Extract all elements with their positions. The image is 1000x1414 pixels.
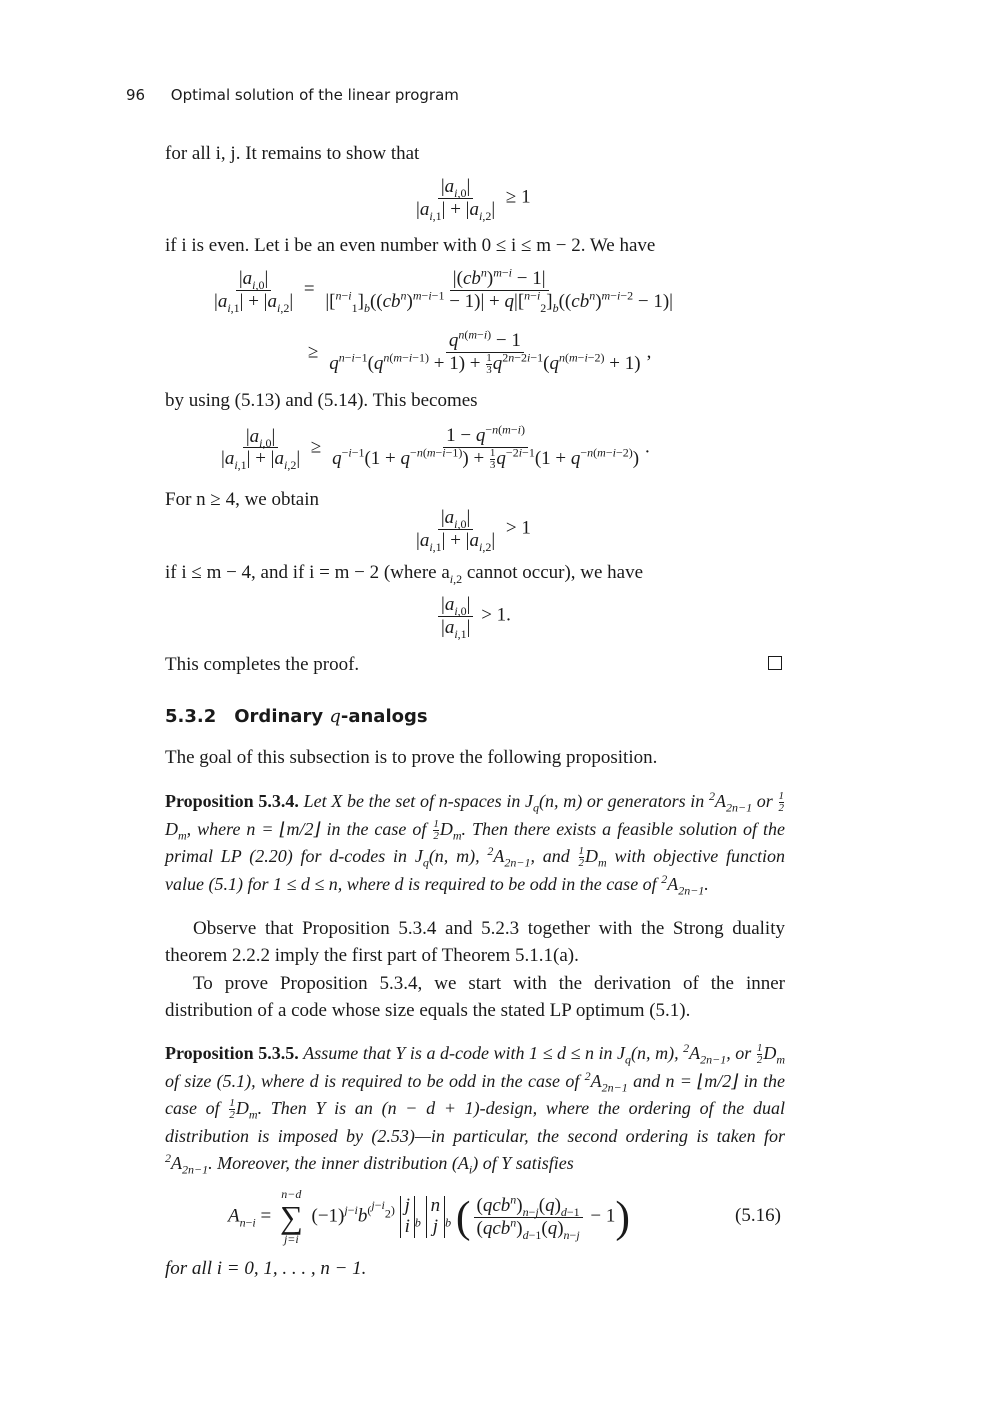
- equation-final-ratio: $\frac{|a_{i,0}|}{|a_{i,1}|}$ > 1.: [435, 594, 511, 639]
- paragraph-to-prove: To prove Proposition 5.3.4, we start with the derivation of the inner distribution of a code whose size equals the stated LP optimum (5.1).: [165, 973, 785, 1021]
- proposition-5-3-4: Proposition 5.3.4. Let X be the set of n-spaces in $J_q(n$, m) or generators in $^2A_{2n-1}$ or $\frac{1}{2}$ $D_m$, where n = ⌊m/2⌋ in the case of $\frac{1}{2}$ $D_m$. Then there exists a feasible solution of the primal LP (2.20) for d-codes in $J_q(n$, m), $^2A_{2n-1}$, and $\frac{1}{2}$ $D_m$ with objective function value (5.1) for 1 ≤ d ≤ n, where d is required to be odd in the case of $^2A_{2n-1}$.: [165, 789, 785, 898]
- section-heading: 5.3.2 Ordinary q-analogs: [165, 706, 428, 727]
- equation-ratio-ge-1: $\frac{|a_{i,0}|}{|a_{i,1}| + |a_{i,2}|}$ ≥ 1: [416, 176, 531, 223]
- text-line-2: if i is even. Let i be an even number with 0 ≤ i ≤ m − 2. We have: [165, 235, 656, 256]
- text-line-5: if i ≤ m − 4, and if i = m − 2 (where $a_{i,2}$ cannot occur), we have: [165, 562, 644, 586]
- text-line-4: For n ≥ 4, we obtain: [165, 489, 319, 510]
- page-number: 96: [126, 86, 146, 104]
- text-line-6: This completes the proof.: [165, 654, 360, 675]
- proposition-5-3-5: Proposition 5.3.5. Assume that Y is a d-code with 1 ≤ d ≤ n in $J_q(n$, m), $^2A_{2n-1}$, or $\frac{1}{2}$ $D_m$ of size (5.1), where d is required to be odd in the case of $^2A_{2n-1}$ and n = ⌊m/2⌋ in the case of $\frac{1}{2}$ $D_m$. Then Y is an (n − d + 1)-design, where the ordering of the dual distribution is imposed by (2.53)—in particular, the second ordering is taken for $^2A_{2n-1}$. Moreover, the inner distribution $(A_i)$ of Y satisfies: [165, 1041, 785, 1177]
- last-line: for all i = 0, 1, . . . , n − 1.: [165, 1258, 367, 1279]
- equation-this-becomes: $\frac{|a_{i,0}|}{|a_{i,1}| + |a_{i,2}|}$ ≥ $1 - q^{-n(m-i)}$ $q^{-i-1}(1 + q^{-n(m-i-1)})$ + $\frac{1}{3}$ $q^{-2i-1}(1 + q^{-n(m-i-2)})$ .: [221, 422, 650, 473]
- section-number: 5.3.2: [165, 706, 217, 727]
- equation-number: (5.16): [735, 1205, 781, 1226]
- equation-5-16: $A_{n-i}$ = n−d ∑ j=i $(-1)^{j-i}b^{(^{j-i}_2)}$ j i $_b$ n j $_b$ ( $\frac{(qcb^n)_{n-j}(q)_{d-1}}{(qcb^n)_{d-1}(q)_{n-j}}$ − 1): [228, 1187, 631, 1247]
- proposition-label: Proposition 5.3.5.: [165, 1043, 299, 1063]
- qed-box-icon: [768, 656, 782, 670]
- proposition-label: Proposition 5.3.4.: [165, 791, 299, 811]
- text-line-1: for all i, j. It remains to show that: [165, 143, 420, 164]
- running-title: Optimal solution of the linear program: [170, 86, 459, 104]
- paragraph-observe: Observe that Proposition 5.3.4 and 5.2.3 together with the Strong duality theorem 2.2.2 imply the first part of Theorem 5.1.1(a).: [165, 918, 785, 966]
- equation-ratio-gt-1: $\frac{|a_{i,0}|}{|a_{i,1}| + |a_{i,2}|}$ > 1: [416, 507, 531, 554]
- equation-we-have: $\frac{|a_{i,0}|}{|a_{i,1}| + |a_{i,2}|}$ = $\frac{|(cb^n)^{m-i} - 1|}{|[^{n-i}_1]_b((cb^n)^{m-i-1} - 1)| + q|[^{n-i}_2]_b((cb^n)^{m-i-2} - 1)|}$: [214, 265, 673, 315]
- intro-paragraph: The goal of this subsection is to prove the following proposition.: [165, 747, 658, 768]
- equation-inequality-bound: ≥ $q^{n(m-i)} - 1$ $q^{n-i-1}(q^{n(m-i-1)} + 1)$ + $\frac{1}{3}$ $q^{2n-2i-1}(q^{n(m-i-2)} + 1)$ ,: [308, 327, 652, 376]
- text-line-3: by using (5.13) and (5.14). This becomes: [165, 390, 478, 411]
- running-header: [126, 86, 459, 104]
